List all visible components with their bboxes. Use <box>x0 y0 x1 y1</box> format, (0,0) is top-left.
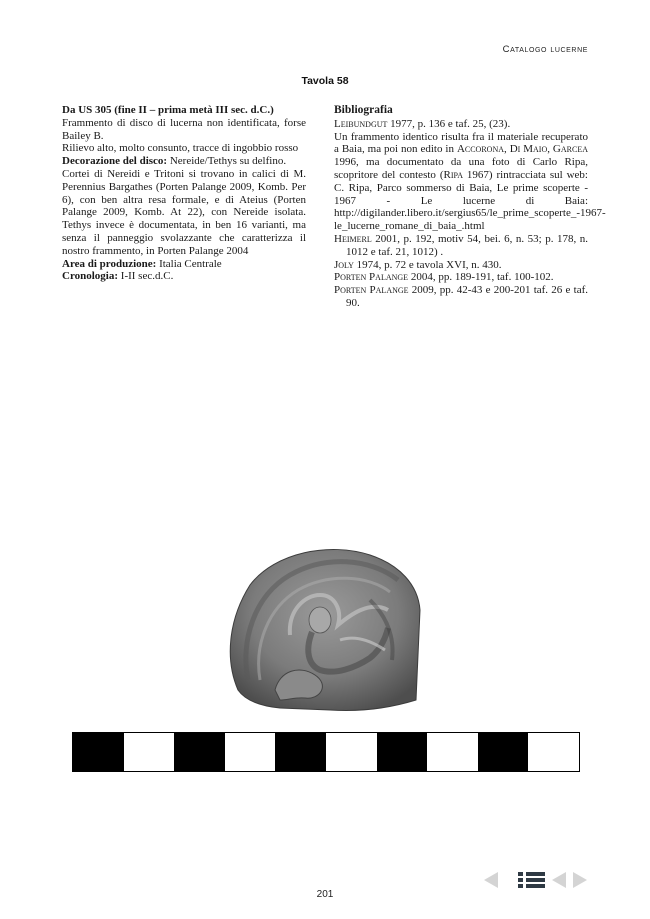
production-label: Area di produzione: <box>62 257 157 270</box>
scale-segment <box>528 733 579 771</box>
scale-segment <box>478 733 529 771</box>
bib-text: 1974, p. 72 e tavola XVI, n. 430. <box>353 258 502 271</box>
decoration-line <box>62 155 306 168</box>
chronology-line <box>62 270 306 283</box>
scale-segment <box>225 733 276 771</box>
bib-author: Joly <box>334 258 354 271</box>
bib-text: 2004, pp. 189-191, taf. 100-102. <box>408 271 554 284</box>
page-navigation <box>483 871 589 889</box>
bib-entry <box>334 118 588 131</box>
bibliography <box>334 104 606 310</box>
bib-author: Porten Palange <box>334 271 409 284</box>
bib-text: 1996, ma documentato da una foto di Carlo Ripa, scopritore del contesto ( <box>334 156 588 181</box>
bib-author: Porten Palange <box>334 284 409 297</box>
bib-entry <box>334 259 588 272</box>
production-line <box>62 258 306 271</box>
bib-entry <box>334 271 588 284</box>
bib-author: Accorona, Di Maio, Garcea <box>456 143 588 156</box>
chronology-value: I-II sec.d.C. <box>118 270 174 283</box>
context-line: Da US 305 (fine II – prima metà III sec. d.C.) <box>62 104 274 116</box>
list-menu-icon[interactable] <box>517 871 547 889</box>
bib-entry <box>334 233 588 259</box>
chronology-label: Cronologia: <box>62 270 119 283</box>
arrow-left-icon[interactable] <box>551 871 567 889</box>
bib-entry <box>334 130 606 233</box>
bib-text: 2009, pp. 42-43 e 200-201 taf. 26 e taf. 90. <box>346 284 588 309</box>
arrow-right-icon[interactable] <box>572 871 588 889</box>
scale-segment <box>174 733 225 771</box>
nereid-head <box>309 607 331 633</box>
arrow-left-icon[interactable] <box>483 871 499 889</box>
bib-text: 1977, p. 136 e taf. 25, (23). <box>387 117 511 130</box>
scale-segment <box>377 733 428 771</box>
description-line: Frammento di disco di lucerna non identificata, forse Bailey B. <box>62 116 306 142</box>
bib-author: Heimerl <box>334 232 372 245</box>
comparison-paragraph: Cortei di Nereidi e Tritoni si trovano in calici di M. Perennius Bargathes (Porten Palange 2009, Komb. Per 6), con ben altra resa formale, e di Ateius (Porten Palange 2009, Komb. At 22), con Nereide isolata. Tethys invece è documentata, in ben 16 varianti, ma senza il panneggio svolazzante che caratterizza il nostro frammento, in Porten Palange 2004 <box>62 167 306 257</box>
production-value: Italia Centrale <box>156 257 222 270</box>
catalogue-entry <box>62 104 306 283</box>
lamp-fragment-photo <box>220 540 425 715</box>
relief-line: Rilievo alto, molto consunto, tracce di ingobbio rosso <box>62 142 299 155</box>
page-number: 201 <box>316 889 334 900</box>
bib-author: Leibundgut <box>334 117 388 130</box>
scale-segment <box>73 733 124 771</box>
decoration-value: Nereide/Tethys su delfino. <box>167 155 287 168</box>
scale-bar <box>72 732 580 772</box>
decoration-label: Decorazione del disco: <box>62 155 168 168</box>
running-header: Catalogo lucerne <box>502 44 588 55</box>
bibliography-title: Bibliografia <box>334 104 393 116</box>
scale-segment <box>124 733 175 771</box>
bib-text: 1967) rintracciata sul web: C. Ripa, Parco sommerso di Baia, Le prime scoperte - 1967 - Le lucerne di Baia: http://digilander.libero.it/sergius65/le_prime_scoperte_-1967-le_lucerne_romane_di_baia_.html <box>334 168 606 233</box>
plate-title: Tavola 58 <box>301 75 349 87</box>
bib-text: 2001, p. 192, motiv 54, bei. 6, n. 53; p. 178, n. 1012 e taf. 21, 1012) . <box>346 232 588 258</box>
bib-text: Un frammento identico risulta fra il materiale recuperato a Baia, ma poi non edito in <box>334 130 588 156</box>
scale-segment <box>326 733 377 771</box>
bib-author: Ripa <box>443 168 463 181</box>
scale-segment <box>427 733 478 771</box>
bib-entry <box>334 284 588 310</box>
scale-segment <box>275 733 326 771</box>
